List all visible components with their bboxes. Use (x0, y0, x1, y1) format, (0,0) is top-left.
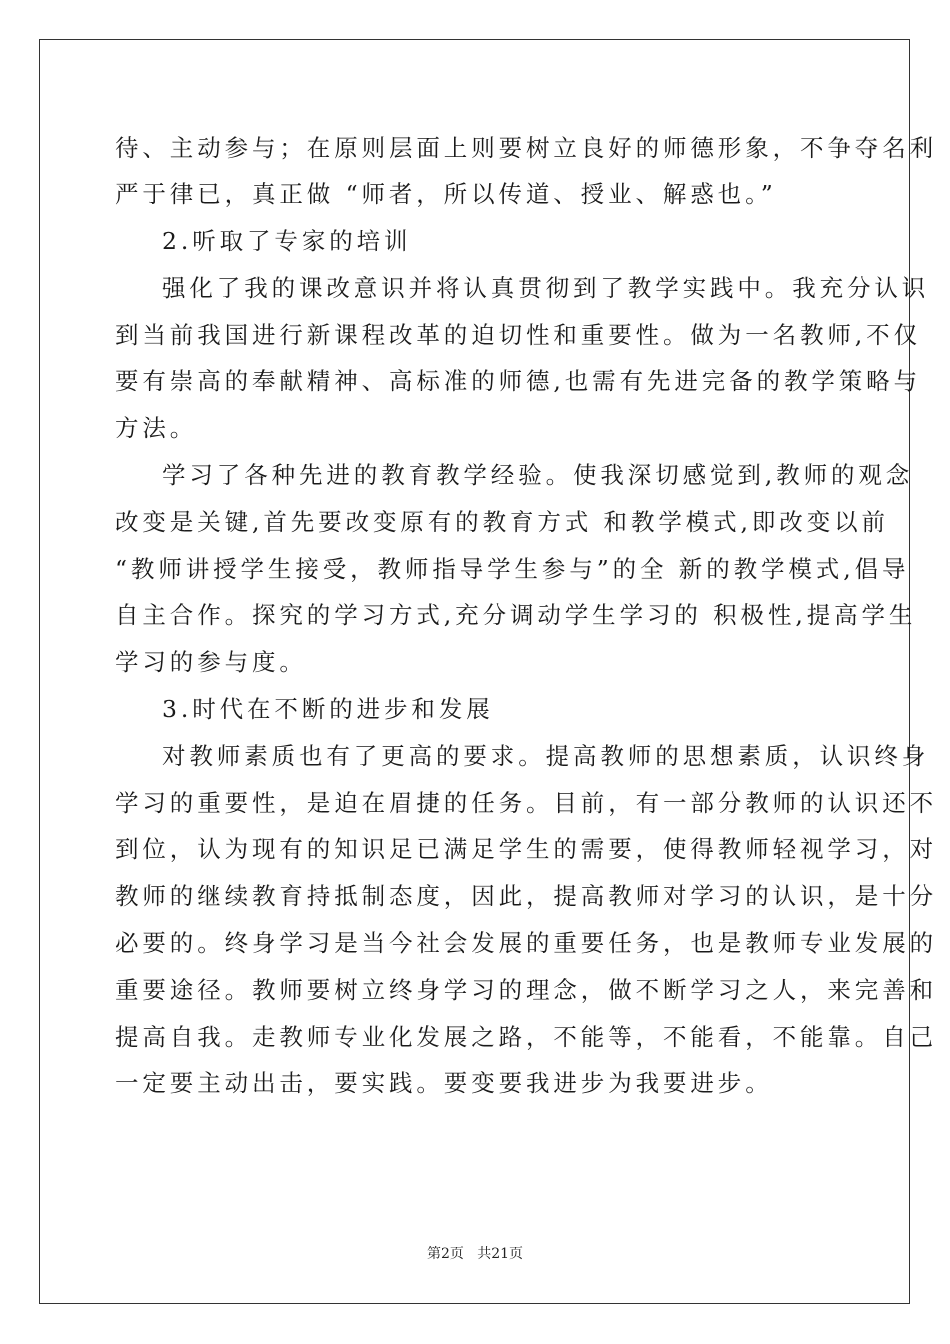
text-line: “教师讲授学生接受，教师指导学生参与”的全 新的教学模式,倡导 (115, 555, 910, 583)
text-line: 对教师素质也有了更高的要求。提高教师的思想素质，认识终身 (162, 742, 930, 770)
text-line: 到当前我国进行新课程改革的迫切性和重要性。做为一名教师,不仅 (115, 321, 921, 349)
text-line: 改变是关键,首先要改变原有的教育方式 和教学模式,即改变以前 (115, 508, 889, 536)
text-line: 学习的参与度。 (115, 648, 307, 676)
section-heading: 3.时代在不断的进步和发展 (162, 695, 494, 723)
text-line: 严于律已，真正做 “师者，所以传道、授业、解惑也。” (115, 180, 777, 208)
text-line: 到位，认为现有的知识足已满足学生的需要，使得教师轻视学习，对 (115, 835, 937, 863)
text-line: 教师的继续教育持抵制态度，因此，提高教师对学习的认识，是十分 (115, 882, 937, 910)
text-line: 学习了各种先进的教育教学经验。使我深切感觉到,教师的观念 (162, 461, 914, 489)
page-number: 第2页 共21页 (426, 1246, 524, 1262)
text-line: 待、主动参与；在原则层面上则要树立良好的师德形象，不争夺名利 (115, 134, 937, 162)
text-line: 方法。 (115, 414, 198, 442)
text-line: 重要途径。教师要树立终身学习的理念，做不断学习之人，来完善和 (115, 976, 937, 1004)
text-line: 自主合作。探究的学习方式,充分调动学生学习的 积极性,提高学生 (115, 601, 917, 629)
text-line: 强化了我的课改意识并将认真贯彻到了教学实践中。我充分认识 (162, 274, 930, 302)
page-footer (0, 1244, 950, 1264)
text-line: 提高自我。走教师专业化发展之路，不能等，不能看，不能靠。自己 (115, 1023, 937, 1051)
text-line: 一定要主动出击，要实践。要变要我进步为我要进步。 (115, 1069, 773, 1097)
text-line: 必要的。终身学习是当今社会发展的重要任务，也是教师专业发展的 (115, 929, 937, 957)
text-line: 学习的重要性，是迫在眉捷的任务。目前，有一部分教师的认识还不 (115, 789, 937, 817)
text-line: 要有崇高的奉献精神、高标准的师德,也需有先进完备的教学策略与 (115, 367, 921, 395)
section-heading: 2.听取了专家的培训 (162, 227, 412, 255)
